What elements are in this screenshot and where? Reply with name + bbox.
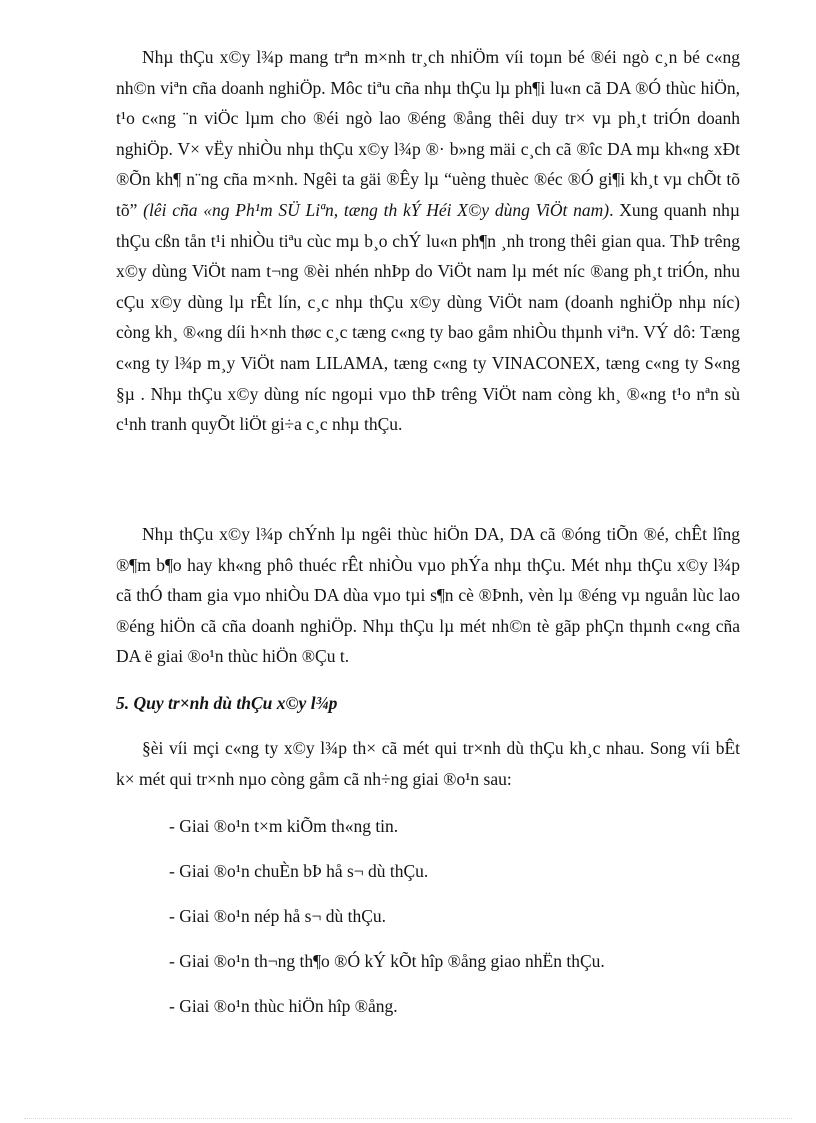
section-intro: §èi víi mçi c«ng ty x©y l¾p th× cã mét qui tr×nh dù thÇu kh¸c nhau. Song víi bÊt k× mét qui tr×nh nµo còng gåm cã nh÷ng giai ®o¹n sau: [116, 738, 740, 789]
paragraph-1-italic-quote: (lêi cña «ng Ph¹m SÜ Liªn, tæng th kÝ Héi X©y dùng ViÖt nam) [137, 199, 610, 220]
page-bottom-divider [24, 1118, 792, 1119]
list-item: - Giai ®o¹n chuÈn bÞ hå s¬ dù thÇu. [169, 861, 429, 881]
list-item: - Giai ®o¹n t×m kiÕm th«ng tin. [169, 816, 399, 836]
paragraph-contractor-responsibility [116, 42, 740, 440]
section-heading: 5. Quy tr×nh dù thÇu x©y l¾p [116, 693, 338, 713]
paragraph-2-text: Nhµ thÇu x©y l¾p chÝnh lµ ngêi thùc hiÖn DA, DA cã ®óng tiÕn ®é, chÊt lîng ®¶m b¶o hay kh«ng phô thuéc rÊt nhiÒu vµo phÝa nhµ thÇu. Mét nhµ thÇu x©y l¾p cã thÓ tham gia vµo nhiÒu DA dùa vµo tµi s¶n cè ®Þnh, vèn lµ ®éng vµ nguån lùc lao ®éng hiÖn cã cña doanh nghiÖp. Nhµ thÇu lµ mét nh©n tè gãp phÇn thµnh c«ng cña DA ë giai ®o¹n thùc hiÖn ®Çu t. [116, 524, 740, 667]
list-item: - Giai ®o¹n thùc hiÖn hîp ®ång. [169, 996, 398, 1016]
list-item: - Giai ®o¹n nép hå s¬ dù thÇu. [169, 906, 386, 926]
step-list [169, 813, 605, 1038]
list-item: - Giai ®o¹n th¬ng th¶o ®Ó kÝ kÕt hîp ®ång giao nhËn thÇu. [169, 951, 605, 971]
paragraph-1-tail-text: . Xung quanh nhµ thÇu cßn tån t¹i nhiÒu tiªu cùc mµ b¸o chÝ lu«n ph¶n ¸nh trong thêi gian qua. ThÞ trêng x©y dùng ViÖt nam t¬ng ®èi nhén nhÞp do ViÖt nam lµ mét níc ®ang ph¸t triÓn, nhu cÇu x©y dùng lµ rÊt lín, c¸c nhµ thÇu x©y dùng ViÖt nam (doanh nghiÖp nhµ níc) còng kh¸ ®«ng díi h×nh thøc c¸c tæng c«ng ty bao gåm nhiÒu thµnh viªn. VÝ dô: Tæng c«ng ty l¾p m¸y ViÖt nam LILAMA, tæng c«ng ty VINACONEX, tæng c«ng ty S«ng §µ . Nhµ thÇu x©y dùng níc ngoµi vµo thÞ trêng ViÖt nam còng kh¸ ®«ng t¹o nªn sù c¹nh tranh quyÕt liÖt gi÷a c¸c nhµ thÇu. [116, 199, 740, 435]
paragraph-contractor-role [116, 519, 740, 672]
paragraph-1-main-text: Nhµ thÇu x©y l¾p mang trªn m×nh tr¸ch nhiÖm víi toµn bé ®éi ngò c¸n bé c«ng nh©n viªn cña doanh nghiÖp. Môc tiªu cña nhµ thÇu lµ ph¶i lu«n cã DA ®Ó thùc hiÖn, t¹o c«ng ¨n viÖc lµm cho ®éi ngò lao ®éng ®ång thêi duy tr× vµ ph¸t triÓn doanh nghiÖp. V× vËy nhiÒu nhµ thÇu x©y l¾p ®· b»ng mäi c¸ch cã ®îc DA mµ kh«ng xÐt ®Õn kh¶ n¨ng cña m×nh. Ngêi ta gäi ®Êy lµ “uèng thuèc ®éc ®Ó gi¶i kh¸t vµ chÕt tõ tõ” [116, 47, 740, 220]
